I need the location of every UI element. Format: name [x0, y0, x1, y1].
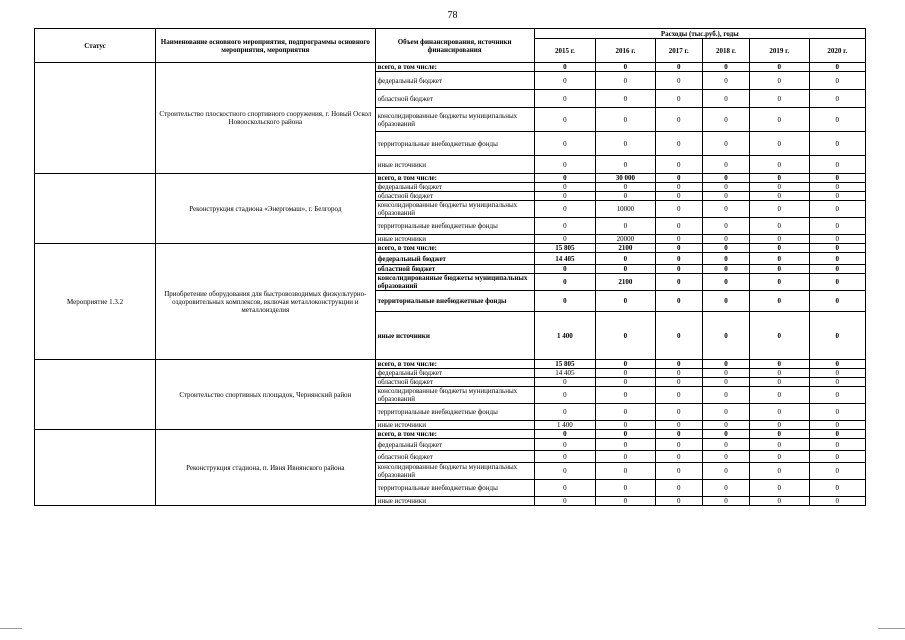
- header-year: 2019 г.: [750, 39, 810, 63]
- amount-cell: 15 805: [534, 360, 596, 369]
- amount-cell: 0: [596, 404, 656, 421]
- amount-cell: 0: [750, 72, 810, 90]
- amount-cell: 0: [809, 63, 865, 72]
- funding-source-cell: областной бюджет: [375, 192, 534, 201]
- amount-cell: 0: [809, 183, 865, 192]
- amount-cell: 0: [596, 378, 656, 387]
- amount-cell: 0: [655, 108, 702, 132]
- amount-cell: 0: [702, 378, 749, 387]
- amount-cell: 0: [702, 480, 749, 497]
- page-number: 78: [447, 10, 458, 21]
- amount-cell: 0: [702, 265, 749, 274]
- amount-cell: 0: [809, 235, 865, 244]
- amount-cell: 0: [809, 72, 865, 90]
- funding-source-cell: консолидированные бюджеты муниципальных образований: [375, 274, 534, 291]
- amount-cell: 0: [534, 497, 596, 506]
- amount-cell: 0: [534, 404, 596, 421]
- amount-cell: 0: [702, 369, 749, 378]
- amount-cell: 0: [534, 174, 596, 183]
- amount-cell: 0: [750, 156, 810, 174]
- funding-source-cell: областной бюджет: [375, 265, 534, 274]
- amount-cell: 0: [750, 360, 810, 369]
- amount-cell: 0: [750, 451, 810, 463]
- amount-cell: 10000: [596, 201, 656, 218]
- amount-cell: 0: [702, 244, 749, 253]
- amount-cell: 0: [702, 387, 749, 404]
- amount-cell: 30 000: [596, 174, 656, 183]
- amount-cell: 0: [596, 63, 656, 72]
- amount-cell: 0: [534, 291, 596, 312]
- amount-cell: 0: [702, 201, 749, 218]
- amount-cell: 0: [534, 463, 596, 480]
- measure-name-cell: Приобретение оборудования для быстровозводимых физкультурно-оздоровительных комплексов, включая металлоконструкции и металлоизделия: [156, 244, 376, 360]
- status-cell: [35, 430, 156, 506]
- amount-cell: 0: [750, 183, 810, 192]
- amount-cell: 0: [809, 439, 865, 451]
- amount-cell: 0: [809, 201, 865, 218]
- header-status: Статус: [35, 29, 156, 63]
- amount-cell: 0: [534, 430, 596, 439]
- amount-cell: 0: [809, 451, 865, 463]
- amount-cell: 0: [702, 360, 749, 369]
- amount-cell: 0: [809, 132, 865, 156]
- amount-cell: 0: [534, 218, 596, 235]
- amount-cell: 0: [750, 244, 810, 253]
- amount-cell: 0: [750, 312, 810, 360]
- amount-cell: 0: [655, 387, 702, 404]
- amount-cell: 0: [809, 108, 865, 132]
- amount-cell: 14 405: [534, 369, 596, 378]
- amount-cell: 0: [750, 497, 810, 506]
- amount-cell: 0: [534, 201, 596, 218]
- funding-source-cell: федеральный бюджет: [375, 369, 534, 378]
- amount-cell: 0: [655, 312, 702, 360]
- funding-source-cell: консолидированные бюджеты муниципальных образований: [375, 201, 534, 218]
- amount-cell: 0: [596, 439, 656, 451]
- funding-source-cell: территориальные внебюджетные фонды: [375, 404, 534, 421]
- amount-cell: 0: [702, 291, 749, 312]
- amount-cell: 0: [809, 291, 865, 312]
- amount-cell: 0: [750, 218, 810, 235]
- amount-cell: 0: [702, 439, 749, 451]
- amount-cell: 0: [750, 132, 810, 156]
- amount-cell: 0: [596, 451, 656, 463]
- amount-cell: 0: [809, 497, 865, 506]
- amount-cell: 0: [655, 201, 702, 218]
- amount-cell: 0: [702, 183, 749, 192]
- amount-cell: 0: [702, 63, 749, 72]
- amount-cell: 0: [655, 291, 702, 312]
- amount-cell: 0: [702, 156, 749, 174]
- funding-source-cell: всего, в том числе:: [375, 174, 534, 183]
- table-row: [35, 360, 866, 369]
- amount-cell: 0: [596, 387, 656, 404]
- amount-cell: 0: [750, 421, 810, 430]
- amount-cell: 0: [655, 132, 702, 156]
- amount-cell: 0: [534, 72, 596, 90]
- amount-cell: 0: [655, 63, 702, 72]
- amount-cell: 0: [596, 291, 656, 312]
- amount-cell: 0: [809, 369, 865, 378]
- amount-cell: 0: [655, 244, 702, 253]
- amount-cell: 0: [750, 404, 810, 421]
- amount-cell: 0: [809, 265, 865, 274]
- amount-cell: 0: [750, 192, 810, 201]
- amount-cell: 0: [809, 463, 865, 480]
- amount-cell: 0: [809, 430, 865, 439]
- amount-cell: 2100: [596, 274, 656, 291]
- amount-cell: 0: [534, 451, 596, 463]
- amount-cell: 0: [655, 192, 702, 201]
- amount-cell: 20000: [596, 235, 656, 244]
- amount-cell: 0: [750, 265, 810, 274]
- amount-cell: 0: [596, 463, 656, 480]
- amount-cell: 0: [750, 253, 810, 265]
- amount-cell: 0: [750, 430, 810, 439]
- amount-cell: 0: [534, 132, 596, 156]
- amount-cell: 0: [534, 90, 596, 108]
- amount-cell: 0: [596, 156, 656, 174]
- amount-cell: 0: [655, 369, 702, 378]
- amount-cell: 0: [809, 312, 865, 360]
- amount-cell: 0: [596, 192, 656, 201]
- amount-cell: 0: [750, 108, 810, 132]
- funding-source-cell: иные источники: [375, 156, 534, 174]
- amount-cell: 0: [809, 174, 865, 183]
- funding-source-cell: федеральный бюджет: [375, 72, 534, 90]
- amount-cell: 0: [809, 192, 865, 201]
- amount-cell: 0: [809, 480, 865, 497]
- budget-table: [34, 28, 866, 506]
- header-year: 2020 г.: [809, 39, 865, 63]
- amount-cell: 0: [655, 218, 702, 235]
- amount-cell: 0: [534, 439, 596, 451]
- amount-cell: 0: [702, 421, 749, 430]
- amount-cell: 0: [534, 192, 596, 201]
- amount-cell: 0: [596, 421, 656, 430]
- amount-cell: 0: [534, 108, 596, 132]
- status-cell: [35, 174, 156, 244]
- amount-cell: 0: [702, 174, 749, 183]
- status-cell: [35, 63, 156, 174]
- amount-cell: 0: [655, 183, 702, 192]
- amount-cell: 0: [534, 387, 596, 404]
- amount-cell: 0: [655, 421, 702, 430]
- amount-cell: 0: [809, 253, 865, 265]
- funding-source-cell: территориальные внебюджетные фонды: [375, 291, 534, 312]
- amount-cell: 0: [534, 265, 596, 274]
- amount-cell: 0: [655, 253, 702, 265]
- funding-source-cell: территориальные внебюджетные фонды: [375, 218, 534, 235]
- amount-cell: 0: [702, 463, 749, 480]
- amount-cell: 0: [750, 387, 810, 404]
- amount-cell: 0: [534, 63, 596, 72]
- funding-source-cell: иные источники: [375, 497, 534, 506]
- header-year: 2015 г.: [534, 39, 596, 63]
- amount-cell: 0: [750, 480, 810, 497]
- amount-cell: 0: [655, 156, 702, 174]
- measure-name-cell: Строительство плоскостного спортивного сооружения, г. Новый Оскол Новооскольского района: [156, 63, 376, 174]
- measure-name-cell: Реконструкция стадиона «Энергомаш», г. Белгород: [156, 174, 376, 244]
- header-name: Наименование основного мероприятия, подпрограммы основного мероприятия, мероприятия: [156, 29, 376, 63]
- amount-cell: 0: [655, 480, 702, 497]
- amount-cell: 1 400: [534, 421, 596, 430]
- amount-cell: 0: [534, 183, 596, 192]
- amount-cell: 0: [702, 253, 749, 265]
- amount-cell: 0: [809, 378, 865, 387]
- header-year: 2016 г.: [596, 39, 656, 63]
- amount-cell: 0: [750, 63, 810, 72]
- table-row: [35, 63, 866, 72]
- amount-cell: 14 405: [534, 253, 596, 265]
- amount-cell: 0: [596, 72, 656, 90]
- funding-source-cell: иные источники: [375, 312, 534, 360]
- amount-cell: 0: [655, 90, 702, 108]
- amount-cell: 0: [596, 480, 656, 497]
- table-body: [35, 63, 866, 506]
- amount-cell: 0: [750, 439, 810, 451]
- amount-cell: 0: [702, 451, 749, 463]
- amount-cell: 0: [596, 183, 656, 192]
- amount-cell: 0: [702, 404, 749, 421]
- amount-cell: 0: [534, 274, 596, 291]
- amount-cell: 0: [596, 265, 656, 274]
- amount-cell: 0: [702, 90, 749, 108]
- amount-cell: 0: [750, 235, 810, 244]
- amount-cell: 0: [750, 369, 810, 378]
- header-year: 2018 г.: [702, 39, 749, 63]
- header-row-top: [35, 29, 866, 39]
- amount-cell: 0: [534, 378, 596, 387]
- amount-cell: 0: [809, 90, 865, 108]
- funding-source-cell: иные источники: [375, 421, 534, 430]
- funding-source-cell: консолидированные бюджеты муниципальных образований: [375, 108, 534, 132]
- amount-cell: 0: [702, 72, 749, 90]
- amount-cell: 0: [750, 291, 810, 312]
- amount-cell: 0: [596, 108, 656, 132]
- measure-name-cell: Реконструкция стадиона, п. Ивня Ивнянского района: [156, 430, 376, 506]
- table-row: [35, 174, 866, 183]
- funding-source-cell: областной бюджет: [375, 451, 534, 463]
- amount-cell: 0: [596, 360, 656, 369]
- funding-source-cell: федеральный бюджет: [375, 253, 534, 265]
- amount-cell: 0: [655, 463, 702, 480]
- amount-cell: 0: [655, 497, 702, 506]
- amount-cell: 0: [596, 312, 656, 360]
- amount-cell: 0: [534, 235, 596, 244]
- amount-cell: 0: [596, 218, 656, 235]
- funding-source-cell: территориальные внебюджетные фонды: [375, 480, 534, 497]
- amount-cell: 0: [809, 421, 865, 430]
- amount-cell: 0: [596, 497, 656, 506]
- amount-cell: 0: [596, 132, 656, 156]
- amount-cell: 0: [750, 90, 810, 108]
- amount-cell: 0: [702, 192, 749, 201]
- funding-source-cell: областной бюджет: [375, 378, 534, 387]
- amount-cell: 1 400: [534, 312, 596, 360]
- funding-source-cell: всего, в том числе:: [375, 360, 534, 369]
- funding-source-cell: всего, в том числе:: [375, 244, 534, 253]
- funding-source-cell: федеральный бюджет: [375, 183, 534, 192]
- amount-cell: 0: [809, 156, 865, 174]
- amount-cell: 0: [702, 274, 749, 291]
- amount-cell: 0: [655, 378, 702, 387]
- amount-cell: 0: [809, 218, 865, 235]
- table-row: [35, 244, 866, 253]
- amount-cell: 0: [702, 218, 749, 235]
- funding-source-cell: консолидированные бюджеты муниципальных образований: [375, 463, 534, 480]
- amount-cell: 0: [702, 132, 749, 156]
- funding-source-cell: иные источники: [375, 235, 534, 244]
- amount-cell: 0: [809, 387, 865, 404]
- amount-cell: 0: [655, 265, 702, 274]
- amount-cell: 0: [750, 463, 810, 480]
- amount-cell: 0: [596, 369, 656, 378]
- status-cell: [35, 360, 156, 430]
- amount-cell: 0: [809, 244, 865, 253]
- amount-cell: 0: [655, 174, 702, 183]
- amount-cell: 0: [702, 430, 749, 439]
- amount-cell: 0: [655, 72, 702, 90]
- status-cell: Мероприятие 1.3.2: [35, 244, 156, 360]
- scan-edge-line: [878, 628, 905, 629]
- amount-cell: 0: [655, 451, 702, 463]
- amount-cell: 0: [596, 90, 656, 108]
- funding-source-cell: консолидированные бюджеты муниципальных образований: [375, 387, 534, 404]
- amount-cell: 0: [809, 360, 865, 369]
- amount-cell: 0: [655, 360, 702, 369]
- amount-cell: 0: [655, 439, 702, 451]
- amount-cell: 0: [655, 404, 702, 421]
- measure-name-cell: Строительство спортивных площадок, Чернянский район: [156, 360, 376, 430]
- amount-cell: 0: [702, 312, 749, 360]
- amount-cell: 0: [702, 497, 749, 506]
- amount-cell: 0: [750, 274, 810, 291]
- amount-cell: 0: [809, 404, 865, 421]
- funding-source-cell: федеральный бюджет: [375, 439, 534, 451]
- amount-cell: 0: [809, 274, 865, 291]
- amount-cell: 0: [596, 430, 656, 439]
- table-row: [35, 430, 866, 439]
- amount-cell: 0: [655, 235, 702, 244]
- header-source: Объем финансирования, источники финансирования: [375, 29, 534, 63]
- amount-cell: 0: [596, 253, 656, 265]
- amount-cell: 15 805: [534, 244, 596, 253]
- amount-cell: 0: [534, 156, 596, 174]
- funding-source-cell: всего, в том числе:: [375, 63, 534, 72]
- header-expenses: Расходы (тыс.руб.), годы: [534, 29, 865, 39]
- funding-source-cell: территориальные внебюджетные фонды: [375, 132, 534, 156]
- amount-cell: 0: [655, 274, 702, 291]
- amount-cell: 0: [702, 235, 749, 244]
- amount-cell: 0: [750, 378, 810, 387]
- scan-edge-line: [0, 628, 22, 629]
- amount-cell: 0: [702, 108, 749, 132]
- funding-source-cell: всего, в том числе:: [375, 430, 534, 439]
- amount-cell: 0: [534, 480, 596, 497]
- amount-cell: 0: [750, 174, 810, 183]
- header-year: 2017 г.: [655, 39, 702, 63]
- amount-cell: 0: [750, 201, 810, 218]
- amount-cell: 0: [655, 430, 702, 439]
- funding-source-cell: областной бюджет: [375, 90, 534, 108]
- amount-cell: 2100: [596, 244, 656, 253]
